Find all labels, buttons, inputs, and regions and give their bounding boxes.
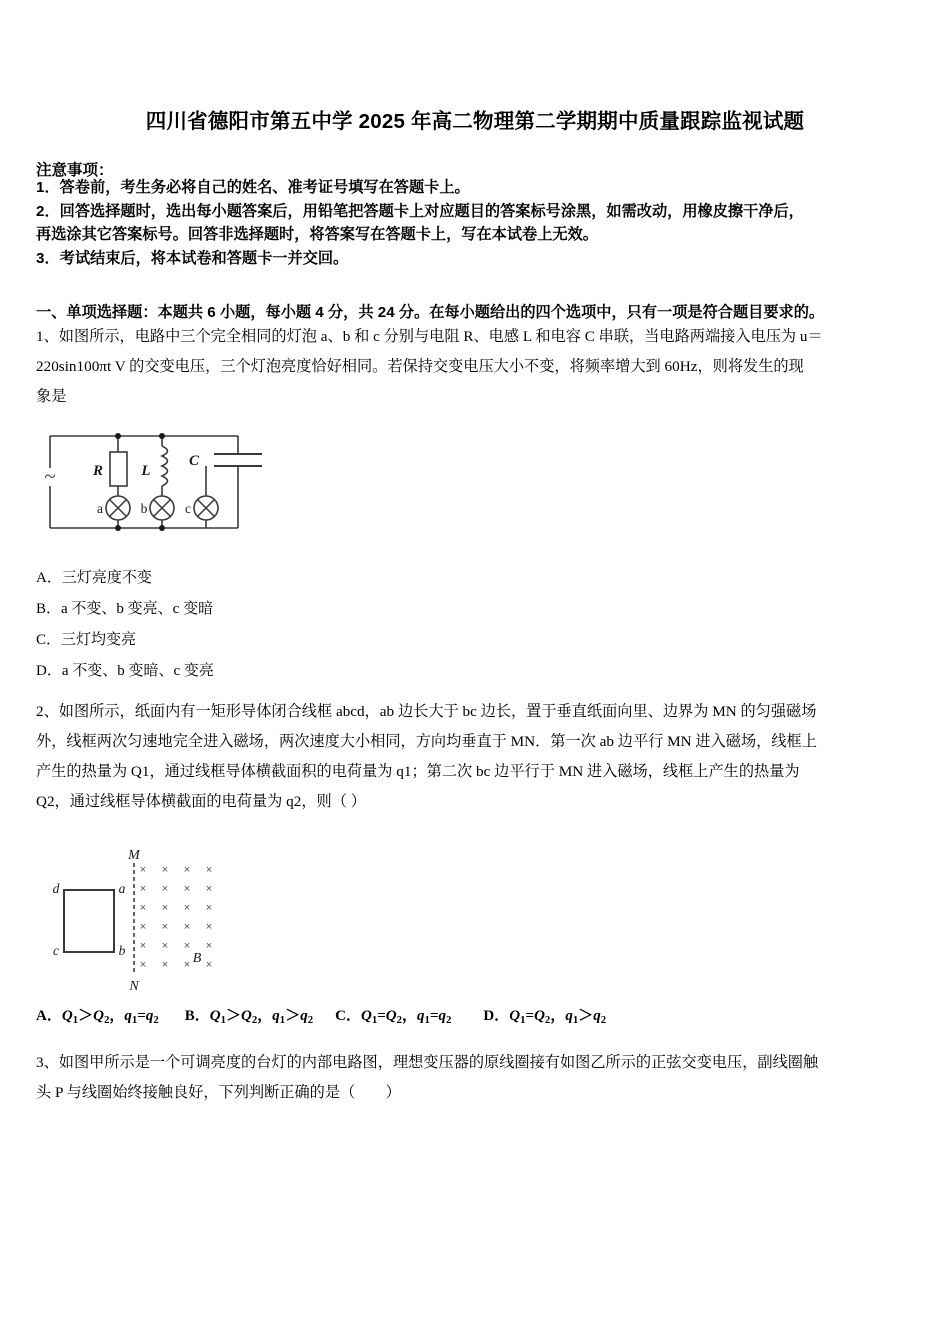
svg-text:×: ×: [183, 959, 191, 971]
loop-label-b: b: [118, 943, 126, 958]
svg-text:×: ×: [161, 902, 169, 914]
question-1-line-1: 1、如图所示，电路中三个完全相同的灯泡 a、b 和 c 分别与电阻 R、电感 L 和电容 C 串联，当电路两端接入电压为 u＝: [36, 328, 823, 345]
note-item-3: 3．考试结束后，将本试卷和答题卡一并交回。: [36, 249, 349, 267]
label-lamp-b: b: [140, 501, 148, 516]
section-heading: 一、单项选择题：本题共 6 小题，每小题 4 分，共 24 分。在每小题给出的四个选项中，只有一项是符合题目要求的。: [36, 304, 825, 321]
question-3-text: [36, 1048, 920, 1108]
label-C: C: [188, 453, 200, 469]
label-lamp-a: a: [97, 501, 103, 516]
svg-text:×: ×: [139, 864, 147, 876]
note-item-2-cont: 再选涂其它答案标号。回答非选择题时，将答案写在答题卡上，写在本试卷上无效。: [36, 226, 598, 243]
svg-text:×: ×: [205, 883, 213, 895]
svg-text:×: ×: [183, 902, 191, 914]
boundary-label-M: M: [128, 848, 140, 863]
field-label-B: B: [192, 951, 202, 966]
question-1-option-a: A．三灯亮度不变: [36, 570, 152, 586]
boundary-label-N: N: [129, 979, 139, 994]
question-2-option-a: A．$Q_1>Q_2$，$q_1=q_2$: [36, 1008, 159, 1027]
label-lamp-c: c: [185, 501, 191, 516]
notes-list: [36, 176, 920, 270]
question-1-line-3: 象是: [36, 388, 67, 405]
question-2-line-3: 产生的热量为 Q1，通过线框导体横截面积的电荷量为 q1；第二次 bc 边平行于 MN 进入磁场，线框上产生的热量为: [36, 763, 800, 780]
svg-text:×: ×: [139, 940, 147, 952]
question-1-option-c: C．三灯均变亮: [36, 632, 137, 648]
question-3-line-1: 3、如图甲所示是一个可调亮度的台灯的内部电路图，理想变压器的原线圈接有如图乙所示的正弦交变电压，副线圈触: [36, 1054, 819, 1071]
note-item-2: 2．回答选择题时，选出每小题答案后，用铅笔把答题卡上对应题目的答案标号涂黑，如需改动，用橡皮擦干净后，: [36, 202, 804, 220]
ac-source-symbol: ~: [44, 464, 56, 488]
question-2-options: [36, 1004, 920, 1026]
svg-text:×: ×: [139, 921, 147, 933]
label-L: L: [141, 463, 151, 479]
loop-label-c: c: [53, 943, 59, 958]
question-2-figure: [42, 845, 237, 993]
svg-text:×: ×: [183, 940, 191, 952]
question-1-options: [36, 563, 920, 687]
question-1-figure: [42, 428, 282, 543]
svg-text:×: ×: [183, 921, 191, 933]
notes-heading: 注意事项：: [36, 162, 114, 179]
svg-text:×: ×: [139, 959, 147, 971]
question-2-line-4: Q2，通过线框导体横截面的电荷量为 q2，则（ ）: [36, 793, 366, 810]
question-2-option-c: C．$Q_1=Q_2$，$q_1=q_2$: [335, 1008, 452, 1027]
question-2-option-b: B．$Q_1>Q_2$，$q_1>q_2$: [184, 1008, 314, 1027]
svg-text:×: ×: [205, 864, 213, 876]
question-2-option-d: D．$Q_1=Q_2$，$q_1>q_2$: [483, 1008, 607, 1027]
page-title: 四川省德阳市第五中学 2025 年高二物理第二学期期中质量跟踪监视试题: [145, 110, 805, 133]
question-1-line-2: 220sin100πt V 的交变电压，三个灯泡亮度恰好相同。若保持交变电压大小不变，将频率增大到 60Hz，则将发生的现: [36, 358, 804, 375]
label-R: R: [92, 463, 104, 479]
loop-label-a: a: [118, 881, 126, 896]
question-2-line-1: 2、如图所示，纸面内有一矩形导体闭合线框 abcd，ab 边长大于 bc 边长，置于垂直纸面向里、边界为 MN 的匀强磁场: [36, 703, 817, 720]
magnetic-field-region: [140, 864, 212, 971]
svg-text:×: ×: [161, 959, 169, 971]
conducting-loop: [64, 890, 114, 952]
svg-text:×: ×: [205, 902, 213, 914]
svg-text:×: ×: [205, 940, 213, 952]
question-2-line-2: 外，线框两次匀速地完全进入磁场，两次速度大小相同，方向均垂直于 MN．第一次 ab 边平行 MN 进入磁场，线框上: [36, 733, 817, 750]
loop-label-d: d: [52, 881, 60, 896]
question-3-line-2: 头 P 与线圈始终接触良好，下列判断正确的是（ ）: [36, 1084, 401, 1101]
note-item-1: 1．答卷前，考生务必将自己的姓名、准考证号填写在答题卡上。: [36, 179, 470, 196]
svg-text:×: ×: [161, 883, 169, 895]
question-1-option-d: D．a 不变、b 变暗、c 变亮: [36, 663, 214, 679]
svg-text:×: ×: [205, 921, 213, 933]
svg-text:×: ×: [183, 864, 191, 876]
svg-text:×: ×: [139, 902, 147, 914]
svg-text:×: ×: [139, 883, 147, 895]
svg-text:×: ×: [161, 921, 169, 933]
svg-text:×: ×: [205, 959, 213, 971]
svg-text:×: ×: [161, 864, 169, 876]
svg-text:×: ×: [183, 883, 191, 895]
question-1-text: [36, 322, 920, 412]
question-1-option-b: B．a 不变、b 变亮、c 变暗: [36, 601, 214, 617]
svg-text:×: ×: [161, 940, 169, 952]
question-2-text: [36, 697, 920, 817]
